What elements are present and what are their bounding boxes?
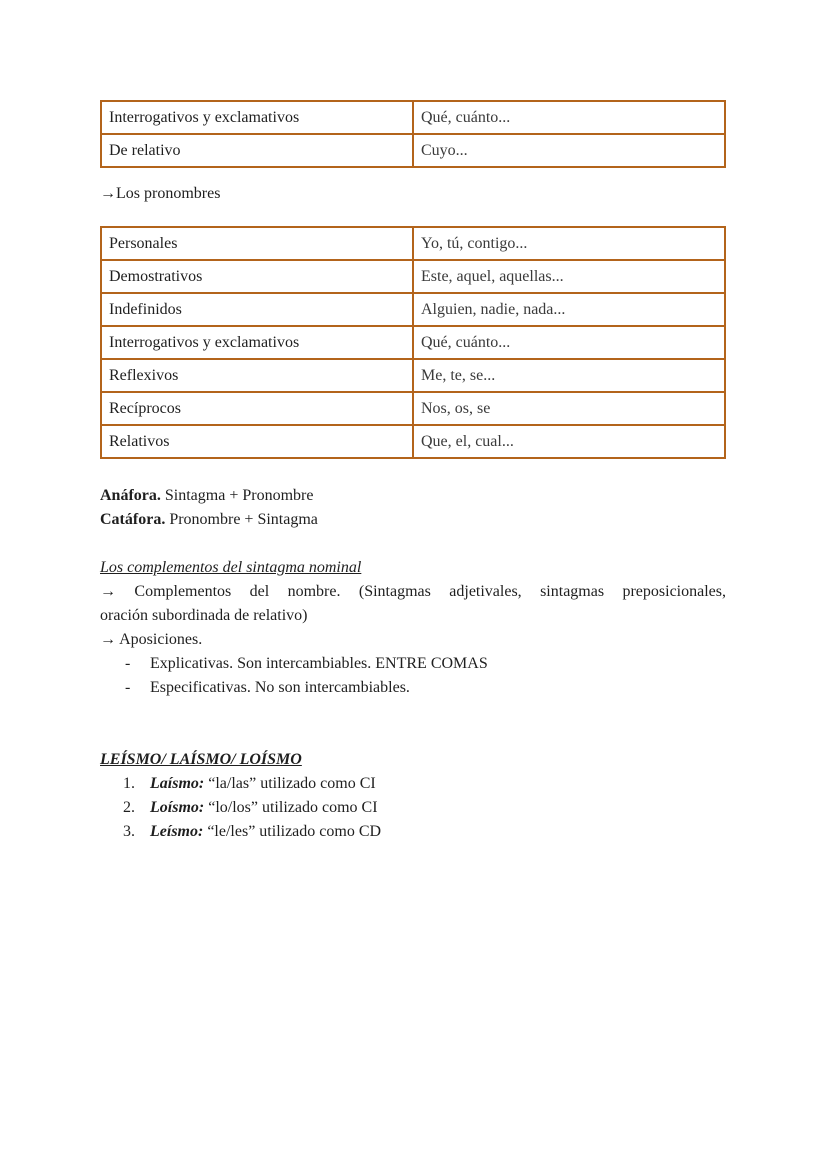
table-cell-examples: Me, te, se... xyxy=(413,359,725,392)
table-cell-type: Personales xyxy=(101,227,413,260)
list-item xyxy=(100,820,726,844)
aposiciones-list xyxy=(100,652,726,700)
list-text: “lo/los” utilizado como CI xyxy=(204,799,378,816)
table-cell-type: Interrogativos y exclamativos xyxy=(101,101,413,134)
table-cell-examples: Yo, tú, contigo... xyxy=(413,227,725,260)
list-text: “le/les” utilizado como CD xyxy=(203,823,382,840)
list-item xyxy=(100,772,726,796)
list-number: 3. xyxy=(123,823,135,840)
table-cell-examples: Qué, cuánto... xyxy=(413,101,725,134)
dash-bullet: - xyxy=(125,679,131,696)
list-term: Loísmo: xyxy=(150,799,205,816)
list-term: Leísmo: xyxy=(150,823,204,840)
list-number: 2. xyxy=(123,799,135,816)
list-item-text: Especificativas. No son intercambiables. xyxy=(150,679,410,696)
leismo-heading: LEÍSMO/ LAÍSMO/ LOÍSMO xyxy=(100,751,302,768)
table-cell-examples: Qué, cuánto... xyxy=(413,326,725,359)
list-item xyxy=(100,652,726,676)
table-cell-type: Reflexivos xyxy=(101,359,413,392)
table-cell-type: De relativo xyxy=(101,134,413,167)
table-cell-type: Recíprocos xyxy=(101,392,413,425)
table-row xyxy=(101,227,725,260)
table-row xyxy=(101,293,725,326)
complementos-nombre-line-1: → Complementos del nombre. (Sintagmas adjetivales, sintagmas preposicionales, xyxy=(100,583,726,600)
table-row xyxy=(101,260,725,293)
document-page xyxy=(100,100,726,844)
table-cell-type: Demostrativos xyxy=(101,260,413,293)
list-number: 1. xyxy=(123,775,135,792)
table-row xyxy=(101,326,725,359)
leismo-list xyxy=(100,772,726,844)
table-row xyxy=(101,359,725,392)
table-cell-type: Indefinidos xyxy=(101,293,413,326)
table-row xyxy=(101,134,725,167)
dash-bullet: - xyxy=(125,655,131,672)
determinantes-table xyxy=(100,100,726,168)
pronombres-table xyxy=(100,226,726,459)
table-cell-examples: Alguien, nadie, nada... xyxy=(413,293,725,326)
list-item xyxy=(100,796,726,820)
anafora-term: Anáfora. xyxy=(100,487,161,504)
anafora-definition xyxy=(100,484,726,508)
table-cell-type: Relativos xyxy=(101,425,413,458)
complementos-section xyxy=(100,556,726,700)
list-item xyxy=(100,676,726,700)
table-row xyxy=(101,425,725,458)
list-item-text: Explicativas. Son intercambiables. ENTRE COMAS xyxy=(150,655,488,672)
table-cell-examples: Que, el, cual... xyxy=(413,425,725,458)
table-cell-examples: Cuyo... xyxy=(413,134,725,167)
catafora-definition xyxy=(100,508,726,532)
aposiciones-line: → Aposiciones. xyxy=(100,631,203,648)
complementos-title: Los complementos del sintagma nominal xyxy=(100,559,362,576)
complementos-nombre-line-2: oración subordinada de relativo) xyxy=(100,607,308,624)
table-row xyxy=(101,101,725,134)
table-row xyxy=(101,392,725,425)
catafora-term: Catáfora. xyxy=(100,511,166,528)
list-term: Laísmo: xyxy=(150,775,205,792)
catafora-text: Pronombre + Sintagma xyxy=(165,511,318,528)
table-cell-examples: Nos, os, se xyxy=(413,392,725,425)
table-cell-type: Interrogativos y exclamativos xyxy=(101,326,413,359)
anafora-text: Sintagma + Pronombre xyxy=(160,487,314,504)
list-text: “la/las” utilizado como CI xyxy=(204,775,376,792)
pronombres-heading: →Los pronombres xyxy=(100,185,221,202)
table-cell-examples: Este, aquel, aquellas... xyxy=(413,260,725,293)
definitions-block xyxy=(100,484,726,532)
